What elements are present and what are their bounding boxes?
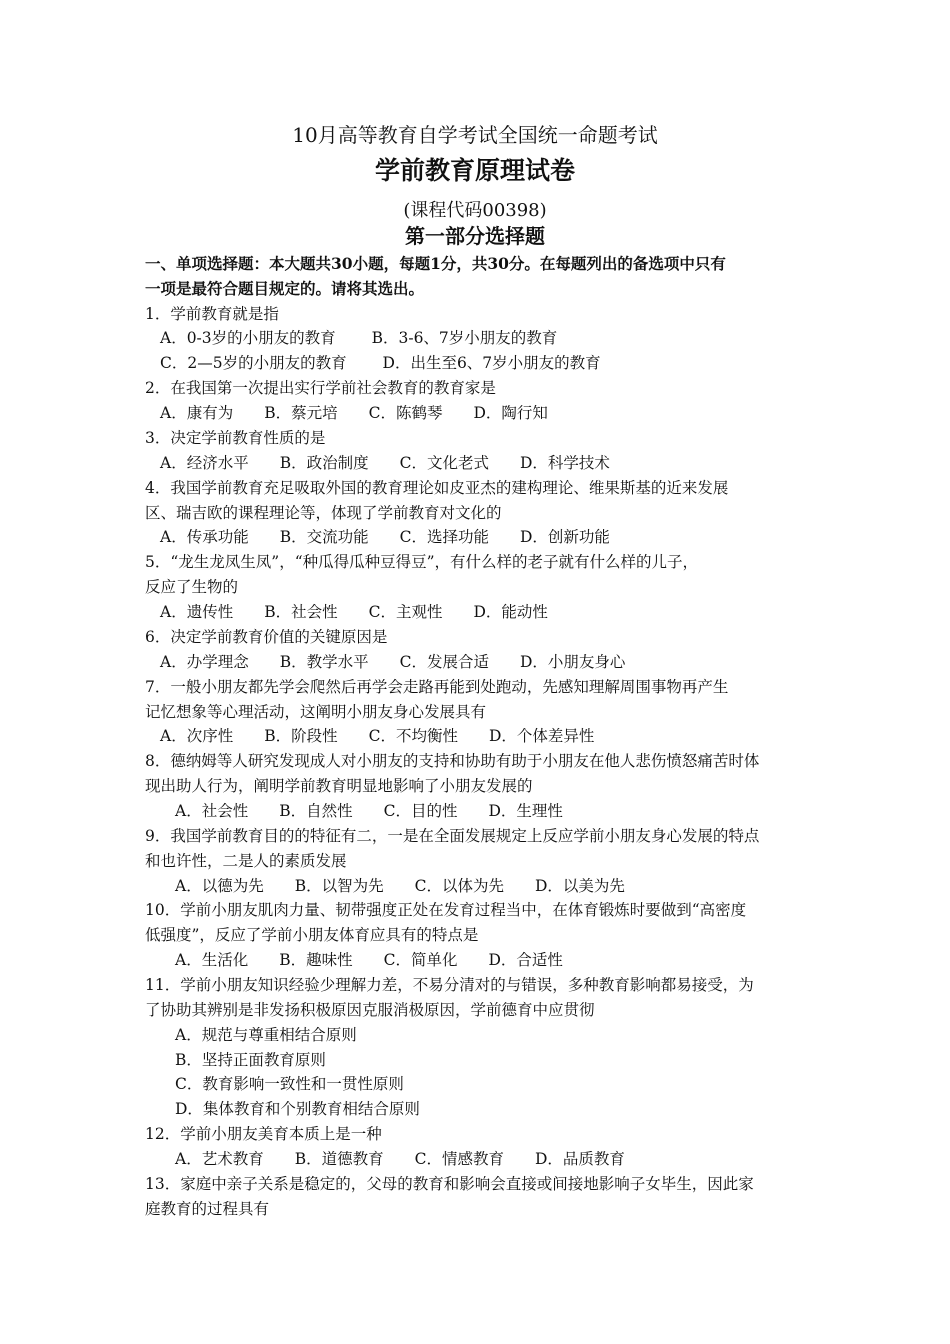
answer-options: A．艺术教育 B．道德教育 C．情感教育 D．品质教育 — [175, 1150, 625, 1168]
section-instruction-line-2: 一项是最符合题目规定的。请将其选出。 — [145, 279, 425, 298]
question-text: 记忆想象等心理活动，这阐明小朋友身心发展具有 — [145, 703, 487, 721]
answer-options: A．规范与尊重相结合原则 — [175, 1026, 357, 1044]
question-text: 2．在我国第一次提出实行学前社会教育的教育家是 — [145, 379, 496, 397]
question-text: 10．学前小朋友肌肉力量、韧带强度正处在发育过程当中，在体育锻炼时要做到“高密度 — [145, 901, 747, 919]
answer-options: A．康有为 B．蔡元培 C．陈鹤琴 D．陶行知 — [160, 404, 548, 422]
question-text: 11．学前小朋友知识经验少理解力差，不易分清对的与错误，多种教育影响都易接受，为 — [145, 976, 754, 994]
question-text: 5．“龙生龙凤生凤”，“种瓜得瓜种豆得豆”，有什么样的老子就有什么样的儿子， — [145, 553, 699, 571]
answer-options: A．经济水平 B．政治制度 C．文化老式 D．科学技术 — [160, 454, 610, 472]
answer-options: A．0-3岁的小朋友的教育 B．3-6、7岁小朋友的教育 — [160, 329, 558, 347]
answer-options: C．教育影响一致性和一贯性原则 — [175, 1075, 404, 1093]
question-text: 8．德纳姆等人研究发现成人对小朋友的支持和协助有助于小朋友在他人悲伤愤怒痛苦时体 — [145, 752, 760, 770]
section-instruction-line-1: 一、单项选择题：本大题共30小题，每题1分，共30分。在每题列出的备选项中只有 — [145, 254, 726, 273]
question-text: 6．决定学前教育价值的关键原因是 — [145, 628, 388, 646]
question-text: 1．学前教育就是指 — [145, 305, 279, 323]
answer-options: A．传承功能 B．交流功能 C．选择功能 D．创新功能 — [160, 528, 610, 546]
question-text: 12．学前小朋友美育本质上是一种 — [145, 1125, 382, 1143]
question-text: 庭教育的过程具有 — [145, 1200, 270, 1218]
question-text: 现出助人行为，阐明学前教育明显地影响了小朋友发展的 — [145, 777, 533, 795]
question-text: 低强度”，反应了学前小朋友体育应具有的特点是 — [145, 926, 479, 944]
exam-title: 学前教育原理试卷 — [374, 156, 575, 185]
answer-options: C．2—5岁的小朋友的教育 D．出生至6、7岁小朋友的教育 — [160, 354, 601, 372]
question-text: 3．决定学前教育性质的是 — [145, 429, 326, 447]
answer-options: A．社会性 B．自然性 C．目的性 D．生理性 — [175, 802, 563, 820]
answer-options: B．坚持正面教育原则 — [175, 1051, 326, 1069]
answer-options: D．集体教育和个别教育相结合原则 — [175, 1100, 420, 1118]
part-title: 第一部分选择题 — [405, 224, 545, 248]
question-text: 9．我国学前教育目的的特征有二，一是在全面发展规定上反应学前小朋友身心发展的特点 — [145, 827, 760, 845]
answer-options: A．次序性 B．阶段性 C．不均衡性 D．个体差异性 — [160, 727, 595, 745]
question-text: 了协助其辨别是非发扬积极原因克服消极原因，学前德育中应贯彻 — [145, 1001, 595, 1019]
answer-options: A．以德为先 B．以智为先 C．以体为先 D．以美为先 — [175, 877, 625, 895]
question-text: 4．我国学前教育充足吸取外国的教育理论如皮亚杰的建构理论、维果斯基的近来发展 — [145, 479, 729, 497]
exam-heading: 10月高等教育自学考试全国统一命题考试 — [292, 123, 658, 147]
question-text: 区、瑞吉欧的课程理论等，体现了学前教育对文化的 — [145, 504, 502, 522]
answer-options: A．遗传性 B．社会性 C．主观性 D．能动性 — [160, 603, 548, 621]
question-text: 7．一般小朋友都先学会爬然后再学会走路再能到处跑动，先感知理解周围事物再产生 — [145, 678, 729, 696]
question-text: 和也许性，二是人的素质发展 — [145, 852, 347, 870]
answer-options: A．生活化 B．趣味性 C．简单化 D．合适性 — [175, 951, 563, 969]
question-text: 反应了生物的 — [145, 578, 239, 596]
answer-options: A．办学理念 B．教学水平 C．发展合适 D．小朋友身心 — [160, 653, 626, 671]
course-code: (课程代码00398) — [403, 200, 547, 221]
question-text: 13．家庭中亲子关系是稳定的，父母的教育和影响会直接或间接地影响子女毕生，因此家 — [145, 1175, 754, 1193]
